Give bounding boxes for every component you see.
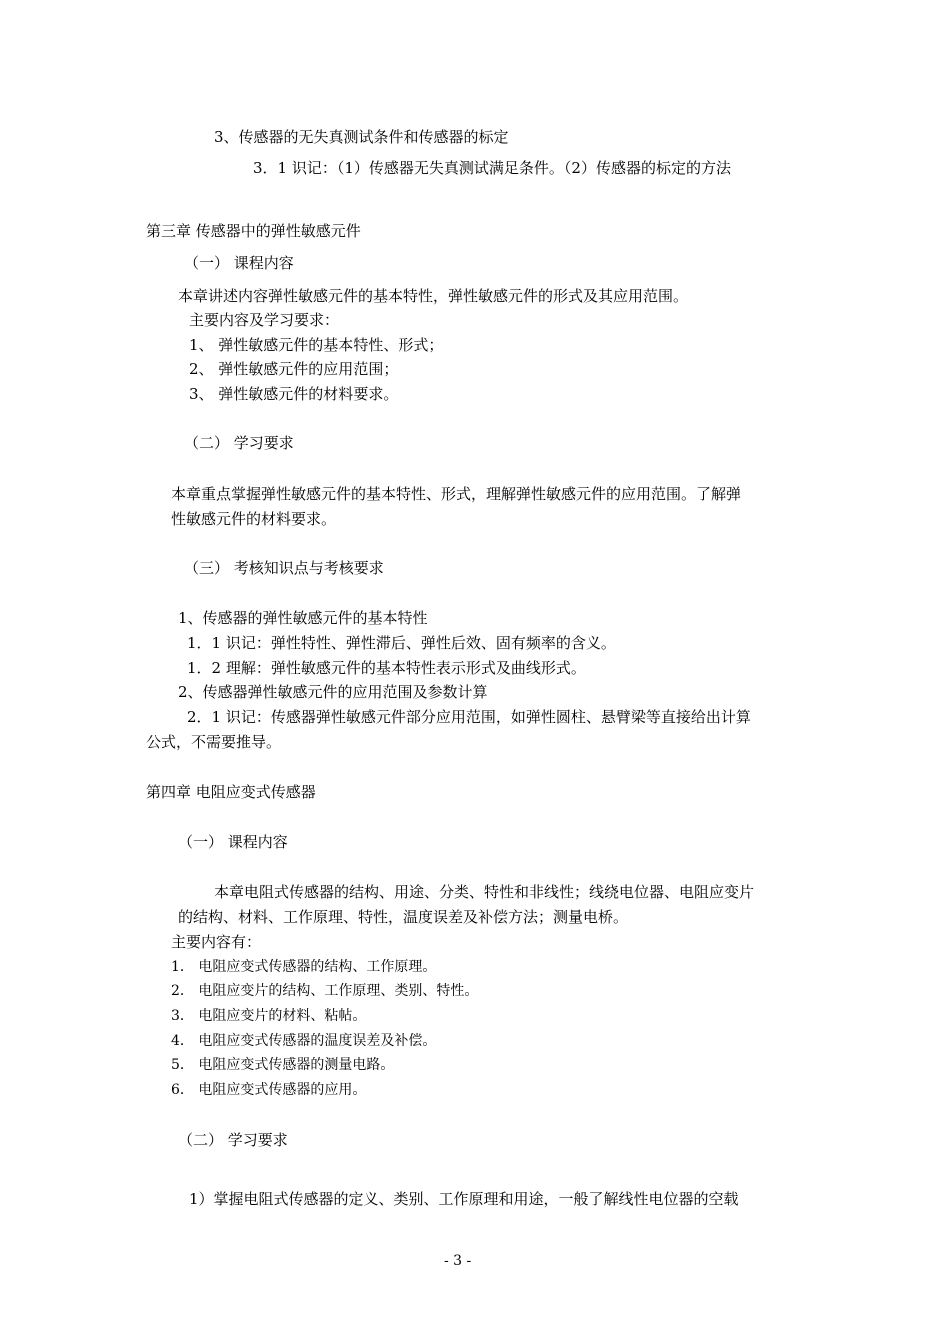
ch4-item-5: 5． 电阻应变式传感器的测量电路。: [171, 1057, 395, 1073]
ch3-exam-heading: （三） 考核知识点与考核要求: [184, 559, 384, 577]
ch3-item-2: 2、 弹性敏感元件的应用范围；: [189, 360, 399, 378]
ch4-item-6: 6． 电阻应变式传感器的应用。: [171, 1082, 367, 1098]
ch3-exam-1: 1、传感器的弹性敏感元件的基本特性: [178, 609, 428, 627]
chapter-3-heading: 第三章 传感器中的弹性敏感元件: [146, 222, 361, 240]
ch4-item-3: 3． 电阻应变片的材料、粘帖。: [171, 1008, 367, 1024]
ch3-content-heading: （一） 课程内容: [184, 254, 294, 272]
ch4-item-2: 2． 电阻应变片的结构、工作原理、类别、特性。: [171, 983, 479, 999]
chapter-4-heading: 第四章 电阻应变式传感器: [146, 783, 316, 801]
ch4-req-heading: （二） 学习要求: [178, 1131, 288, 1149]
item-3-title: 3、传感器的无失真测试条件和传感器的标定: [214, 128, 509, 146]
ch3-item-1: 1、 弹性敏感元件的基本特性、形式；: [189, 336, 444, 354]
ch4-intro-line-2: 的结构、材料、工作原理、特性，温度误差及补偿方法；测量电桥。: [178, 908, 629, 926]
ch4-content-heading: （一） 课程内容: [178, 833, 288, 851]
ch3-main-label: 主要内容及学习要求：: [189, 311, 340, 329]
ch4-intro-line-1: 本章电阻式传感器的结构、用途、分类、特性和非线性；线绕电位器、电阻应变片: [214, 883, 755, 901]
ch4-main-label: 主要内容有：: [171, 933, 262, 951]
ch3-item-3: 3、 弹性敏感元件的材料要求。: [189, 385, 399, 403]
ch3-req-line-2: 性敏感元件的材料要求。: [171, 510, 337, 528]
page-number: - 3 -: [444, 1253, 472, 1269]
item-3-1: 3．1 识记：（1）传感器无失真测试满足条件。（2）传感器的标定的方法: [253, 159, 731, 177]
ch4-item-1: 1． 电阻应变式传感器的结构、工作原理。: [171, 959, 437, 975]
ch4-item-4: 4． 电阻应变式传感器的温度误差及补偿。: [171, 1033, 437, 1049]
ch3-intro: 本章讲述内容弹性敏感元件的基本特性，弹性敏感元件的形式及其应用范围。: [178, 287, 689, 305]
ch3-exam-2-1: 2．1 识记：传感器弹性敏感元件部分应用范围，如弹性圆柱、悬臂梁等直接给出计算: [187, 708, 751, 726]
ch3-req-heading: （二） 学习要求: [184, 434, 294, 452]
ch4-req-line-1: 1）掌握电阻式传感器的定义、类别、工作原理和用途，一般了解线性电位器的空载: [189, 1190, 739, 1208]
ch3-exam-1-1: 1．1 识记：弹性特性、弹性滞后、弹性后效、固有频率的含义。: [187, 634, 616, 652]
ch3-exam-1-2: 1．2 理解：弹性敏感元件的基本特性表示形式及曲线形式。: [187, 659, 586, 677]
ch3-req-line-1: 本章重点掌握弹性敏感元件的基本特性、形式，理解弹性敏感元件的应用范围。了解弹: [171, 485, 742, 503]
ch3-exam-2: 2、传感器弹性敏感元件的应用范围及参数计算: [178, 683, 488, 701]
ch3-exam-2-1-cont: 公式，不需要推导。: [146, 733, 282, 751]
